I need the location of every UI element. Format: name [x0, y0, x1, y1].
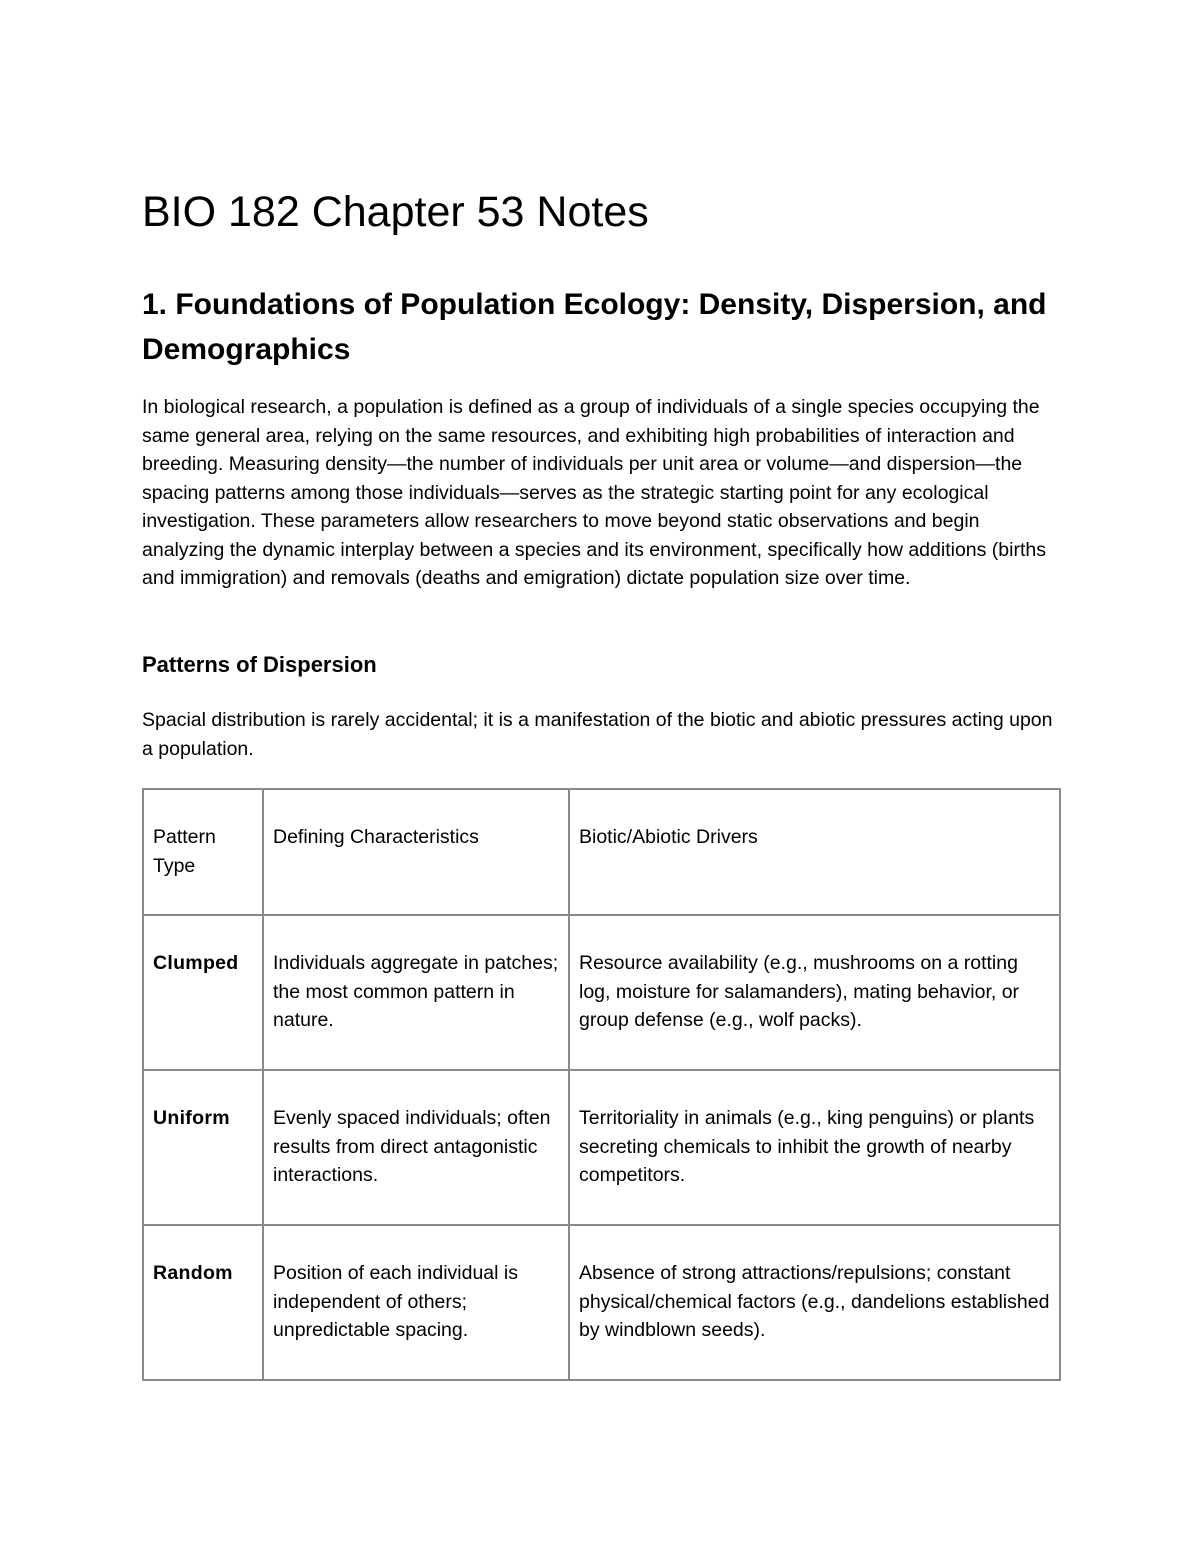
characteristics-cell: Individuals aggregate in patches; the most common pattern in nature. [263, 915, 569, 1070]
pattern-cell: Random [143, 1225, 263, 1380]
dispersion-table [142, 788, 1061, 1381]
table-row [143, 1225, 1060, 1380]
drivers-cell: Resource availability (e.g., mushrooms on a rotting log, moisture for salamanders), mating behavior, or group defense (e.g., wolf packs). [569, 915, 1060, 1070]
header-cell: Pattern Type [143, 789, 263, 915]
table-header-row [143, 789, 1060, 915]
subsection-heading: Patterns of Dispersion [142, 652, 377, 677]
header-cell: Defining Characteristics [263, 789, 569, 915]
table-row [143, 1070, 1060, 1225]
characteristics-cell: Evenly spaced individuals; often results from direct antagonistic interactions. [263, 1070, 569, 1225]
intro-paragraph: In biological research, a population is defined as a group of individuals of a single species occupying the same general area, relying on the same resources, and exhibiting high probabilities of interaction and breeding. Measuring density—the number of individuals per unit area or volume—and dispersion—the spacing patterns among those individuals—serves as the strategic starting point for any ecological investigation. These parameters allow researchers to move beyond static observations and begin analyzing the dynamic interplay between a species and its environment, specifically how additions (births and immigration) and removals (deaths and emigration) dictate population size over time. [142, 396, 1046, 589]
table-row [143, 915, 1060, 1070]
characteristics-cell: Position of each individual is independent of others; unpredictable spacing. [263, 1225, 569, 1380]
header-cell: Biotic/Abiotic Drivers [569, 789, 1060, 915]
document-title: BIO 182 Chapter 53 Notes [142, 188, 649, 236]
pattern-cell: Clumped [143, 915, 263, 1070]
drivers-cell: Absence of strong attractions/repulsions; constant physical/chemical factors (e.g., dandelions established by windblown seeds). [569, 1225, 1060, 1380]
section-heading: 1. Foundations of Population Ecology: Density, Dispersion, and Demographics [142, 288, 1047, 366]
subsection-paragraph: Spacial distribution is rarely accidental; it is a manifestation of the biotic and abiotic pressures acting upon a population. [142, 709, 1053, 760]
drivers-cell: Territoriality in animals (e.g., king penguins) or plants secreting chemicals to inhibit the growth of nearby competitors. [569, 1070, 1060, 1225]
pattern-cell: Uniform [143, 1070, 263, 1225]
